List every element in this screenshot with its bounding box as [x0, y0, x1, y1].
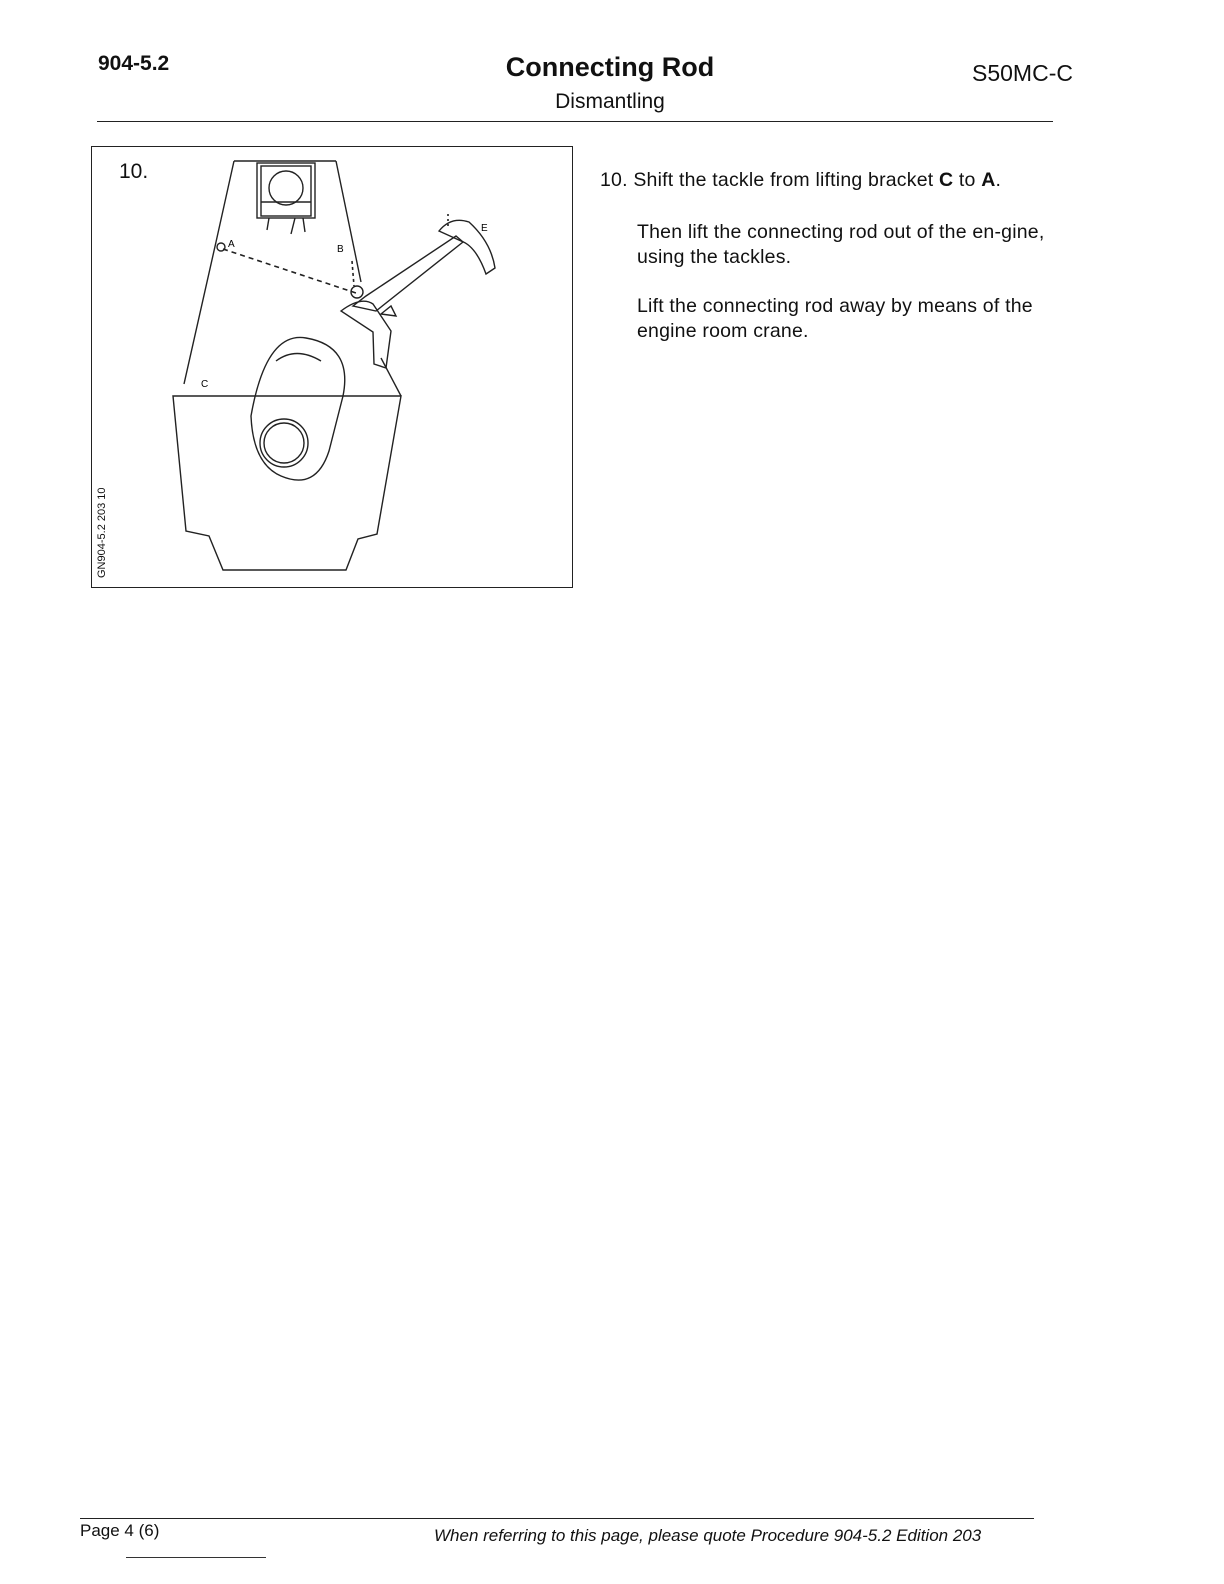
footer-reference: When referring to this page, please quote Procedure 904-5.2 Edition 203 — [434, 1526, 982, 1545]
document-number: 904-5.2 — [98, 52, 170, 75]
figure-number: 10. — [119, 160, 149, 183]
page-subtitle: Dismantling — [555, 90, 665, 113]
page-title: Connecting Rod — [505, 52, 715, 82]
frame-left-edge — [184, 161, 234, 384]
page-number: Page 4 (6) — [80, 1521, 160, 1540]
label-e: E — [481, 223, 488, 234]
connecting-rod-shank — [353, 236, 463, 311]
step-number: 10. — [600, 169, 628, 191]
crankcase-outline — [173, 396, 401, 570]
cylinder-bore — [269, 171, 303, 205]
engine-type: S50MC-C — [972, 60, 1073, 86]
connecting-rod-illustration — [91, 146, 573, 588]
frame-right-edge — [336, 161, 361, 282]
step-to: to — [958, 169, 976, 191]
step-text: Shift the tackle from lifting bracket — [633, 169, 934, 191]
instruction-paragraph-2: Lift the connecting rod away by means of the engine room crane. — [637, 295, 1033, 342]
label-a: A — [228, 239, 235, 250]
header-divider — [97, 121, 1053, 122]
footer-stub-line — [126, 1557, 266, 1558]
footer-divider — [80, 1518, 1034, 1519]
label-c: C — [201, 379, 209, 390]
figure-code: GN904-5.2 203 10 — [96, 487, 108, 578]
tackle-line — [223, 249, 359, 294]
crankpin — [264, 423, 304, 463]
bracket-to: A — [981, 169, 996, 191]
step-end: . — [995, 169, 1002, 191]
bracket-from: C — [939, 169, 954, 191]
step-10-text — [600, 168, 1060, 193]
label-b: B — [337, 244, 344, 255]
instruction-paragraph-1: Then lift the connecting rod out of the en-gine, using the tackles. — [637, 221, 1045, 268]
